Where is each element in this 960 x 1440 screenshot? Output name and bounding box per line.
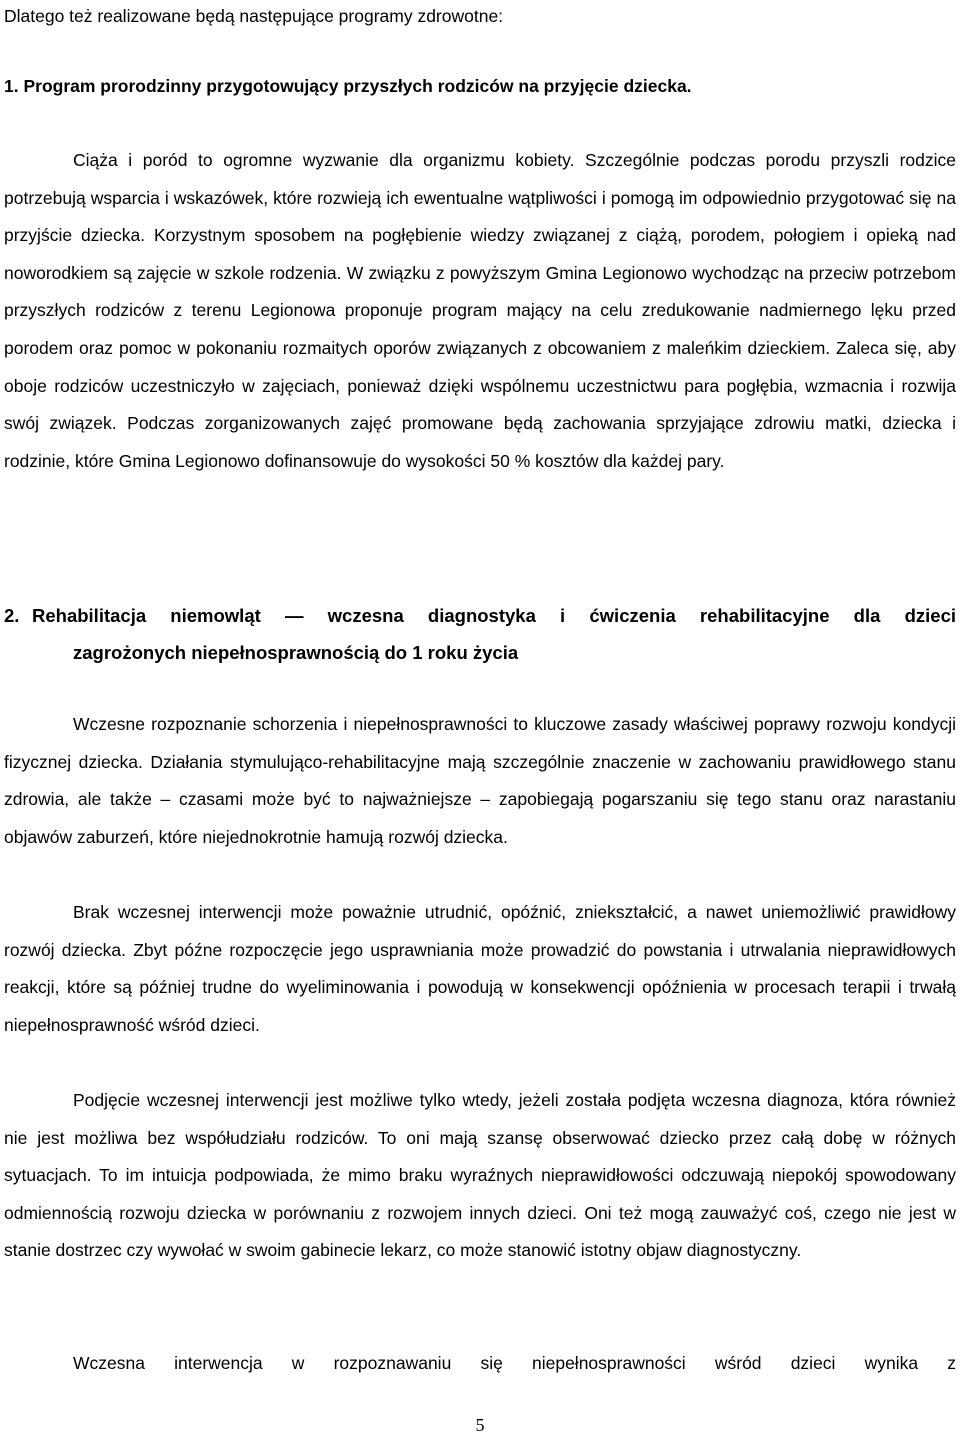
section-2-paragraph-4: Wczesna interwencja w rozpoznawaniu się niepełnosprawności wśród dzieci wynika z: [73, 1353, 956, 1373]
section-2-heading-line-2: zagrożonych niepełnosprawnością do 1 roku życia: [73, 642, 519, 663]
section-2-paragraph-3: Podjęcie wczesnej interwencji jest możliwe tylko wtedy, jeżeli została podjęta wczesna diagnoza, która również nie jest możliwa bez współudziału rodziców. To oni mają szansę obserwować dziecko przez całą dobę w różnych sytuacjach. To im intuicja podpowiada, że mimo braku wyraźnych nieprawidłowości odczuwają niepokój spowodowany odmiennością rozwoju dziecka w porównaniu z rozwojem innych dzieci. Oni też mogą zauważyć coś, czego nie jest w stanie dostrzec czy wywołać w swoim gabinecie lekarz, co może stanowić istotny objaw diagnostyczny.: [4, 1090, 956, 1261]
section-2-paragraph-2: Brak wczesnej interwencji może poważnie utrudnić, opóźnić, zniekształcić, a nawet uniemożliwić prawidłowy rozwój dziecka. Zbyt późne rozpoczęcie jego usprawniania może prowadzić do powstania i utrwalania nieprawidłowych reakcji, które są później trudne do wyeliminowania i powodują w konsekwencji opóźnienia w procesach terapii i trwałą niepełnosprawność wśród dzieci.: [4, 902, 956, 1035]
section-2-heading-title: Rehabilitacja niemowląt — wczesna diagnostyka i ćwiczenia rehabilitacyjne dla dzieci: [32, 605, 956, 626]
intro-text: Dlatego też realizowane będą następujące programy zdrowotne:: [4, 6, 504, 26]
page-number: 5: [475, 1415, 485, 1435]
section-1-heading: 1. Program prorodzinny przygotowujący przyszłych rodziców na przyjęcie dziecka.: [4, 76, 692, 96]
section-2-paragraph-1: Wczesne rozpoznanie schorzenia i niepełnosprawności to kluczowe zasady właściwej poprawy rozwoju kondycji fizycznej dziecka. Działania stymulująco-rehabilitacyjne mają szczególnie znaczenie w zachowaniu prawidłowego stanu zdrowia, ale także – czasami może być to najważniejsze – zapobiegają pogarszaniu się tego stanu oraz narastaniu objawów zaburzeń, które niejednokrotnie hamują rozwój dziecka.: [4, 714, 956, 847]
section-2-heading-line-1: [4, 597, 956, 634]
section-2-heading: [4, 597, 956, 671]
section-1-paragraph: Ciąża i poród to ogromne wyzwanie dla organizmu kobiety. Szczególnie podczas porodu przyszli rodzice potrzebują wsparcia i wskazówek, które rozwieją ich ewentualne wątpliwości i pomogą im odpowiednio przygotować się na przyjście dziecka. Korzystnym sposobem na pogłębienie wiedzy związanej z ciążą, porodem, połogiem i opieką nad noworodkiem są zajęcie w szkole rodzenia. W związku z powyższym Gmina Legionowo wychodząc na przeciw potrzebom przyszłych rodziców z terenu Legionowa proponuje program mający na celu zredukowanie nadmiernego lęku przed porodem oraz pomoc w pokonaniu rozmaitych oporów związanych z obcowaniem z maleńkim dzieckiem. Zaleca się, aby oboje rodziców uczestniczyło w zajęciach, ponieważ dzięki wspólnemu uczestnictwu para pogłębia, wzmacnia i rozwija swój związek. Podczas zorganizowanych zajęć promowane będą zachowania sprzyjające zdrowiu matki, dziecka i rodzinie, które Gmina Legionowo dofinansowuje do wysokości 50 % kosztów dla każdej pary.: [4, 150, 956, 471]
section-2-number: 2.: [4, 605, 20, 626]
